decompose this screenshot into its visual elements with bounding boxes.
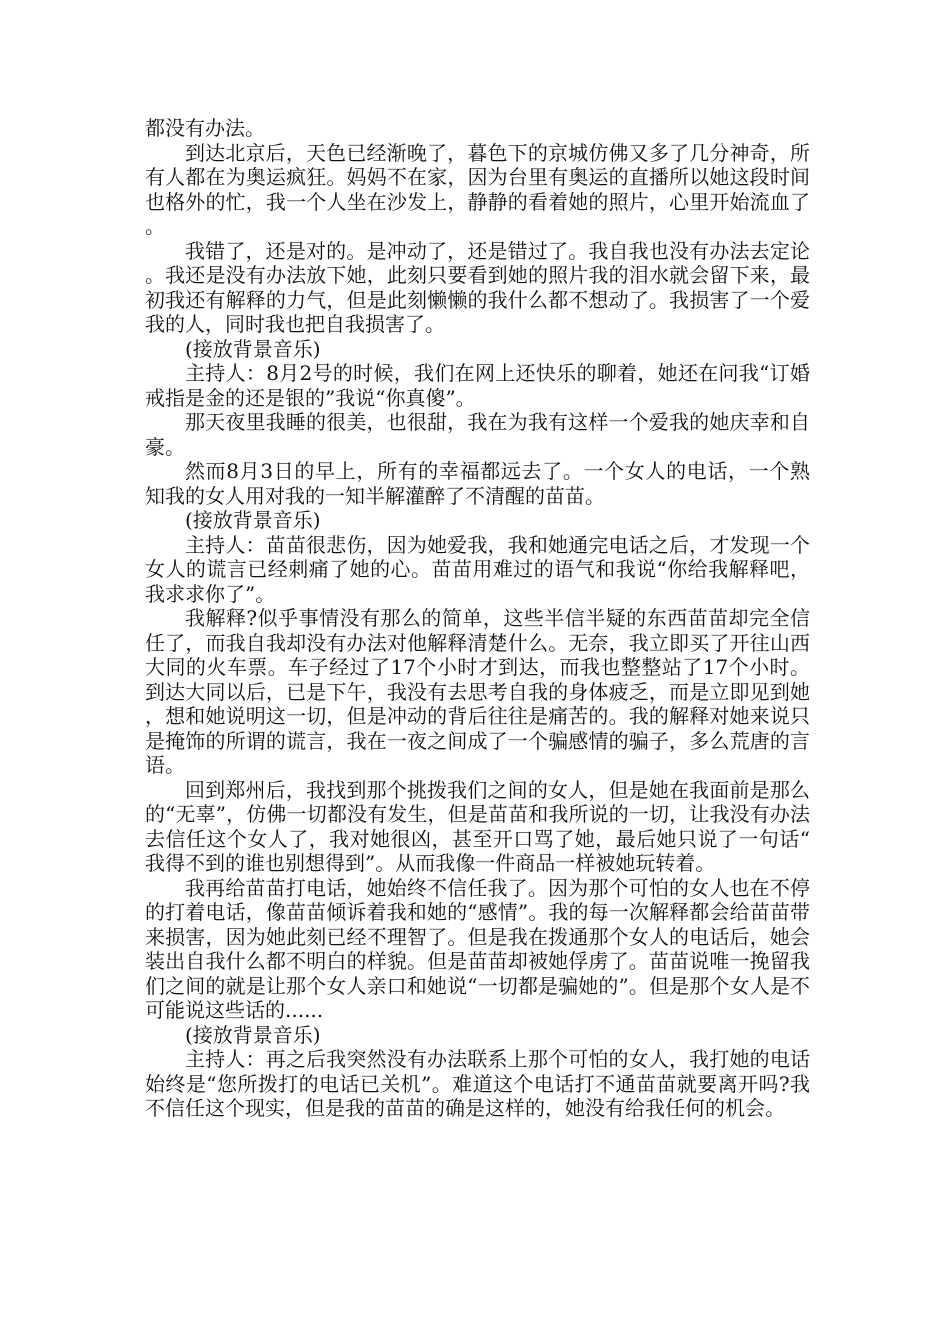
paragraph: 我再给苗苗打电话，她始终不信任我了。因为那个可怕的女人也在不停的打着电话，像苗苗倾诉着我和她的“感情”。我的每一次解释都会给苗苗带来损害，因为她此刻已经不理智了。但是我在拨通那个女人的电话后，她会装出自我什么都不明白的样貌。但是苗苗却被她俘虏了。苗苗说唯一挽留我们之间的就是让那个女人亲口和她说“一切都是骗她的”。但是那个女人是不可能说这些话的...... [145, 875, 810, 1022]
paragraph: 主持人：再之后我突然没有办法联系上那个可怕的女人，我打她的电话始终是“您所拨打的电话已关机”。难道这个电话打不通苗苗就要离开吗?我不信任这个现实，但是我的苗苗的确是这样的，她没有给我任何的机会。 [145, 1047, 810, 1120]
document-body [145, 116, 810, 1121]
stage-direction: (接放背景音乐) [185, 1022, 321, 1047]
paragraph: 然而8月3日的早上，所有的幸福都远去了。一个女人的电话，一个熟知我的女人用对我的一知半解灌醉了不清醒的苗苗。 [145, 459, 810, 508]
stage-direction: (接放背景音乐) [185, 336, 321, 361]
paragraph: 我错了，还是对的。是冲动了，还是错过了。我自我也没有办法去定论。我还是没有办法放下她，此刻只要看到她的照片我的泪水就会留下来，最初我还有解释的力气，但是此刻懒懒的我什么都不想动了。我损害了一个爱我的人，同时我也把自我损害了。 [145, 238, 810, 336]
stage-direction: (接放背景音乐) [185, 508, 321, 532]
paragraph: 我解释?似乎事情没有那么的简单，这些半信半疑的东西苗苗却完全信任了，而我自我却没有办法对他解释清楚什么。无奈，我立即买了开往山西大同的火车票。车子经过了17个小时才到达，而我也整整站了17个小时。到达大同以后，已是下午，我没有去思考自我的身体疲乏，而是立即见到她，想和她说明这一切，但是冲动的背后往往是痛苦的。我的解释对她来说只是掩饰的所谓的谎言，我在一夜之间成了一个骗感情的骗子，多么荒唐的言语。 [145, 606, 810, 777]
paragraph: 到达北京后，天色已经渐晚了，暮色下的京城仿佛又多了几分神奇，所有人都在为奥运疯狂。妈妈不在家，因为台里有奥运的直播所以她这段时间也格外的忙，我一个人坐在沙发上，静静的看着她的照片，心里开始流血了。 [145, 140, 810, 238]
paragraph: 主持人：8月2号的时候，我们在网上还快乐的聊着，她还在问我“订婚戒指是金的还是银的”我说“你真傻”。 [145, 361, 810, 410]
paragraph-continuation: 都没有办法。 [145, 116, 265, 140]
paragraph: 那天夜里我睡的很美，也很甜，我在为我有这样一个爱我的她庆幸和自豪。 [145, 410, 810, 459]
paragraph: 回到郑州后，我找到那个挑拨我们之间的女人，但是她在我面前是那么的“无辜”，仿佛一切都没有发生，但是苗苗和我所说的一切，让我没有办法去信任这个女人了，我对她很凶，甚至开口骂了她，最后她只说了一句话“我得不到的谁也别想得到”。从而我像一件商品一样被她玩转着。 [145, 777, 810, 875]
paragraph: 主持人：苗苗很悲伤，因为她爱我，我和她通完电话之后，才发现一个女人的谎言已经刺痛了她的心。苗苗用难过的语气和我说“你给我解释吧，我求求你了”。 [145, 532, 810, 606]
